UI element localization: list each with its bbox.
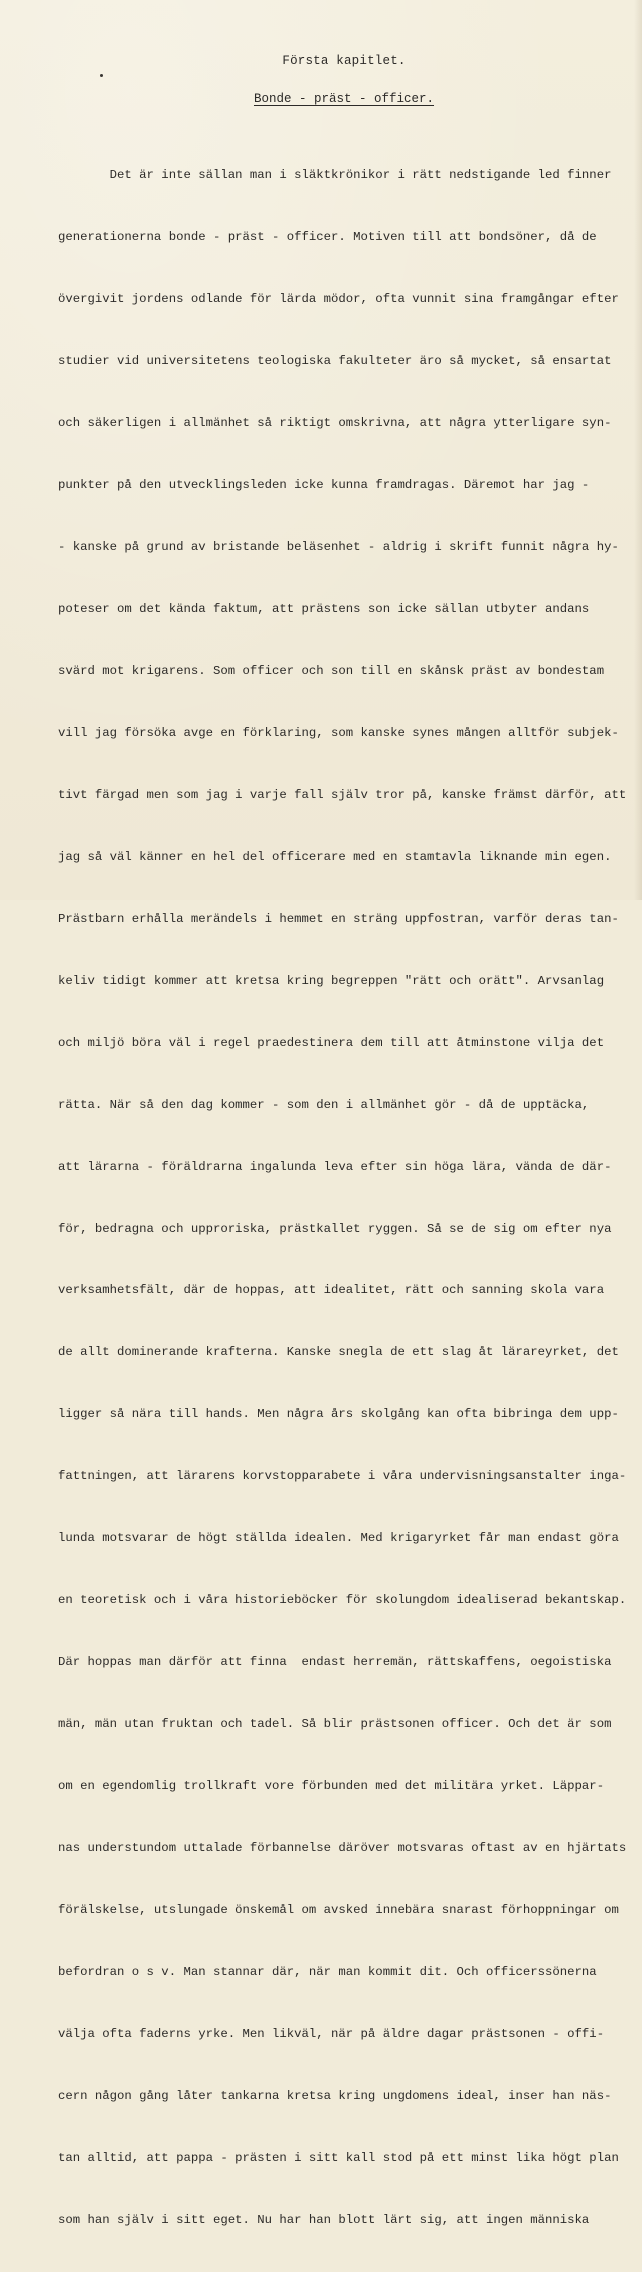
text-line: rätta. När så den dag kommer - som den i allmänhet gör - då de upptäcka, bbox=[58, 1097, 590, 1112]
text-line: övergivit jordens odlande för lärda mödor, ofta vunnit sina framgångar efter bbox=[58, 292, 619, 307]
text-line: män, män utan fruktan och tadel. Så blir prästsonen officer. Och det är som bbox=[58, 1717, 612, 1732]
text-line: befordran o s v. Man stannar där, när man kommit dit. Och officerssönerna bbox=[58, 1964, 597, 1979]
text-line: vill jag försöka avge en förklaring, som kanske synes mången alltför subjek- bbox=[58, 725, 619, 740]
text-line: jag så väl känner en hel del officerare med en stamtavla liknande min egen. bbox=[58, 849, 612, 864]
text-line: lunda motsvarar de högt ställda idealen. Med krigaryrket får man endast göra bbox=[58, 1531, 619, 1546]
text-line: svärd mot krigarens. Som officer och son till en skånsk präst av bondestam bbox=[58, 663, 605, 678]
text-line: välja ofta faderns yrke. Men likväl, när på äldre dagar prästsonen - offi- bbox=[58, 2026, 605, 2041]
body-text bbox=[58, 124, 638, 2272]
text-line: tan alltid, att pappa - prästen i sitt kall stod på ett minst lika högt plan bbox=[58, 2150, 619, 2165]
text-line: om en egendomlig trollkraft vore förbunden med det militära yrket. Läppar- bbox=[58, 1779, 605, 1794]
text-line: och miljö böra väl i regel praedestinera dem till att åtminstone vilja det bbox=[58, 1035, 605, 1050]
text-line: verksamhetsfält, där de hoppas, att idealitet, rätt och sanning skola vara bbox=[58, 1283, 605, 1298]
text-line: ligger så nära till hands. Men några års skolgång kan ofta bibringa dem upp- bbox=[58, 1407, 619, 1422]
text-line: Prästbarn erhålla merändels i hemmet en sträng uppfostran, varför deras tan- bbox=[58, 911, 619, 926]
text-line: cern någon gång låter tankarna kretsa kring ungdomens ideal, inser han näs- bbox=[58, 2088, 612, 2103]
text-line: studier vid universitetens teologiska fakulteter äro så mycket, så ensartat bbox=[58, 354, 612, 369]
text-line: som han själv i sitt eget. Nu har han blott lärt sig, att ingen människa bbox=[58, 2212, 590, 2227]
text-line: - kanske på grund av bristande beläsenhet - aldrig i skrift funnit några hy- bbox=[58, 540, 619, 555]
text-line: Det är inte sällan man i släktkrönikor i rätt nedstigande led finner bbox=[58, 168, 612, 183]
text-line: tivt färgad men som jag i varje fall själv tror på, kanske främst därför, att bbox=[58, 787, 627, 802]
text-line: att lärarna - föräldrarna ingalunda leva efter sin höga lära, vända de där- bbox=[58, 1159, 612, 1174]
text-line: de allt dominerande krafterna. Kanske snegla de ett slag åt lärareyrket, det bbox=[58, 1345, 619, 1360]
text-line: nas understundom uttalade förbannelse däröver motsvaras oftast av en hjärtats bbox=[58, 1841, 627, 1856]
text-line: poteser om det kända faktum, att prästens son icke sällan utbyter andans bbox=[58, 601, 590, 616]
text-line: förälskelse, utslungade önskemål om avsked innebära snarast förhoppningar om bbox=[58, 1903, 619, 1917]
text-line: för, bedragna och upproriska, prästkallet ryggen. Så se de sig om efter nya bbox=[58, 1221, 612, 1236]
ink-dot bbox=[100, 74, 103, 77]
text-line: keliv tidigt kommer att kretsa kring begreppen "rätt och orätt". Arvsanlag bbox=[58, 973, 605, 988]
text-line: och säkerligen i allmänhet så riktigt omskrivna, att några ytterligare syn- bbox=[58, 416, 612, 431]
text-line: punkter på den utvecklingsleden icke kunna framdragas. Däremot har jag - bbox=[58, 478, 590, 493]
text-line: en teoretisk och i våra historieböcker för skolungdom idealiserad bekantskap. bbox=[58, 1593, 627, 1608]
chapter-title: Första kapitlet. bbox=[282, 54, 406, 68]
text-line: generationerna bonde - präst - officer. Motiven till att bondsöner, då de bbox=[58, 230, 597, 245]
text-line: Där hoppas man därför att finna endast herremän, rättskaffens, oegoistiska bbox=[58, 1655, 612, 1670]
text-line: fattningen, att lärarens korvstopparabete i våra undervisningsanstalter inga- bbox=[58, 1469, 627, 1484]
section-heading: Bonde - präst - officer. bbox=[253, 92, 435, 106]
